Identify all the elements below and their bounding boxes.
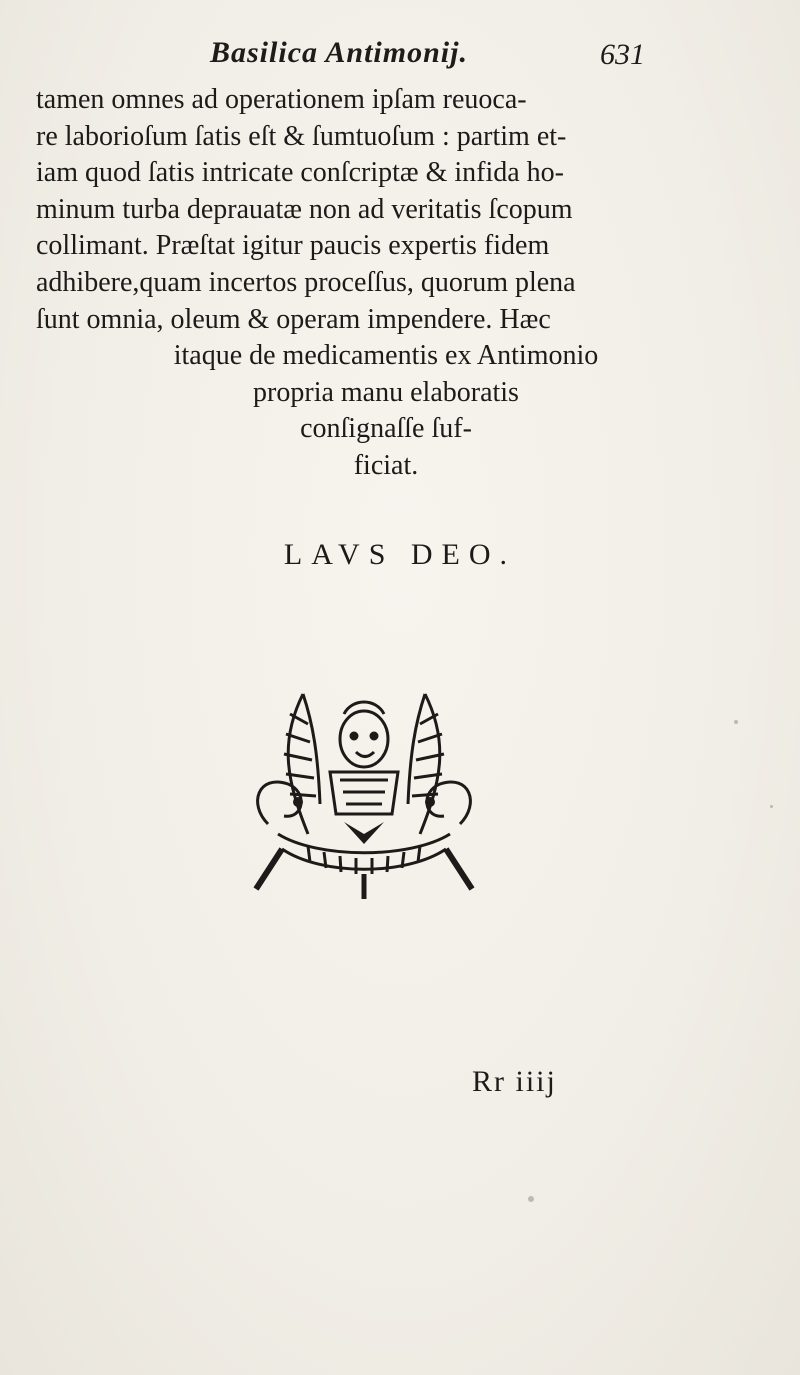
text-line: re laborioſum ſatis eſt & ſumtuoſum : partim et- (36, 120, 567, 152)
paper-speck (770, 805, 773, 808)
text-line: minum turba deprauatæ non ad veritatis ſcopum (36, 193, 573, 225)
page-number: 631 (600, 38, 645, 71)
text-line: tamen omnes ad operationem ipſam reuoca- (36, 84, 527, 115)
page-header (0, 32, 800, 72)
text-line: propria manu elaboratis (253, 376, 519, 408)
tailpiece-ornament-icon (248, 684, 480, 904)
text-line: conſignaſſe ſuf- (300, 413, 472, 445)
text-line: itaque de medicamentis ex Antimonio (173, 340, 599, 372)
text-line: ſunt omnia, oleum & operam impendere. Hæc (36, 303, 551, 335)
paper-speck (528, 1196, 534, 1202)
closing-line: LAVS DEO. (283, 538, 517, 571)
text-line: adhibere,quam incertos proceſſus, quorum plena (36, 266, 576, 298)
text-line: ficiat. (353, 449, 419, 481)
running-title: Basilica Antimonij. (210, 36, 468, 69)
signature-mark: Rr iiij (472, 1065, 557, 1098)
paper-speck (734, 720, 738, 724)
text-line: collimant. Præſtat igitur paucis expertis fidem (36, 230, 550, 262)
text-line: iam quod ſatis intricate conſcriptæ & infida ho- (36, 157, 564, 189)
body-text (36, 82, 736, 485)
